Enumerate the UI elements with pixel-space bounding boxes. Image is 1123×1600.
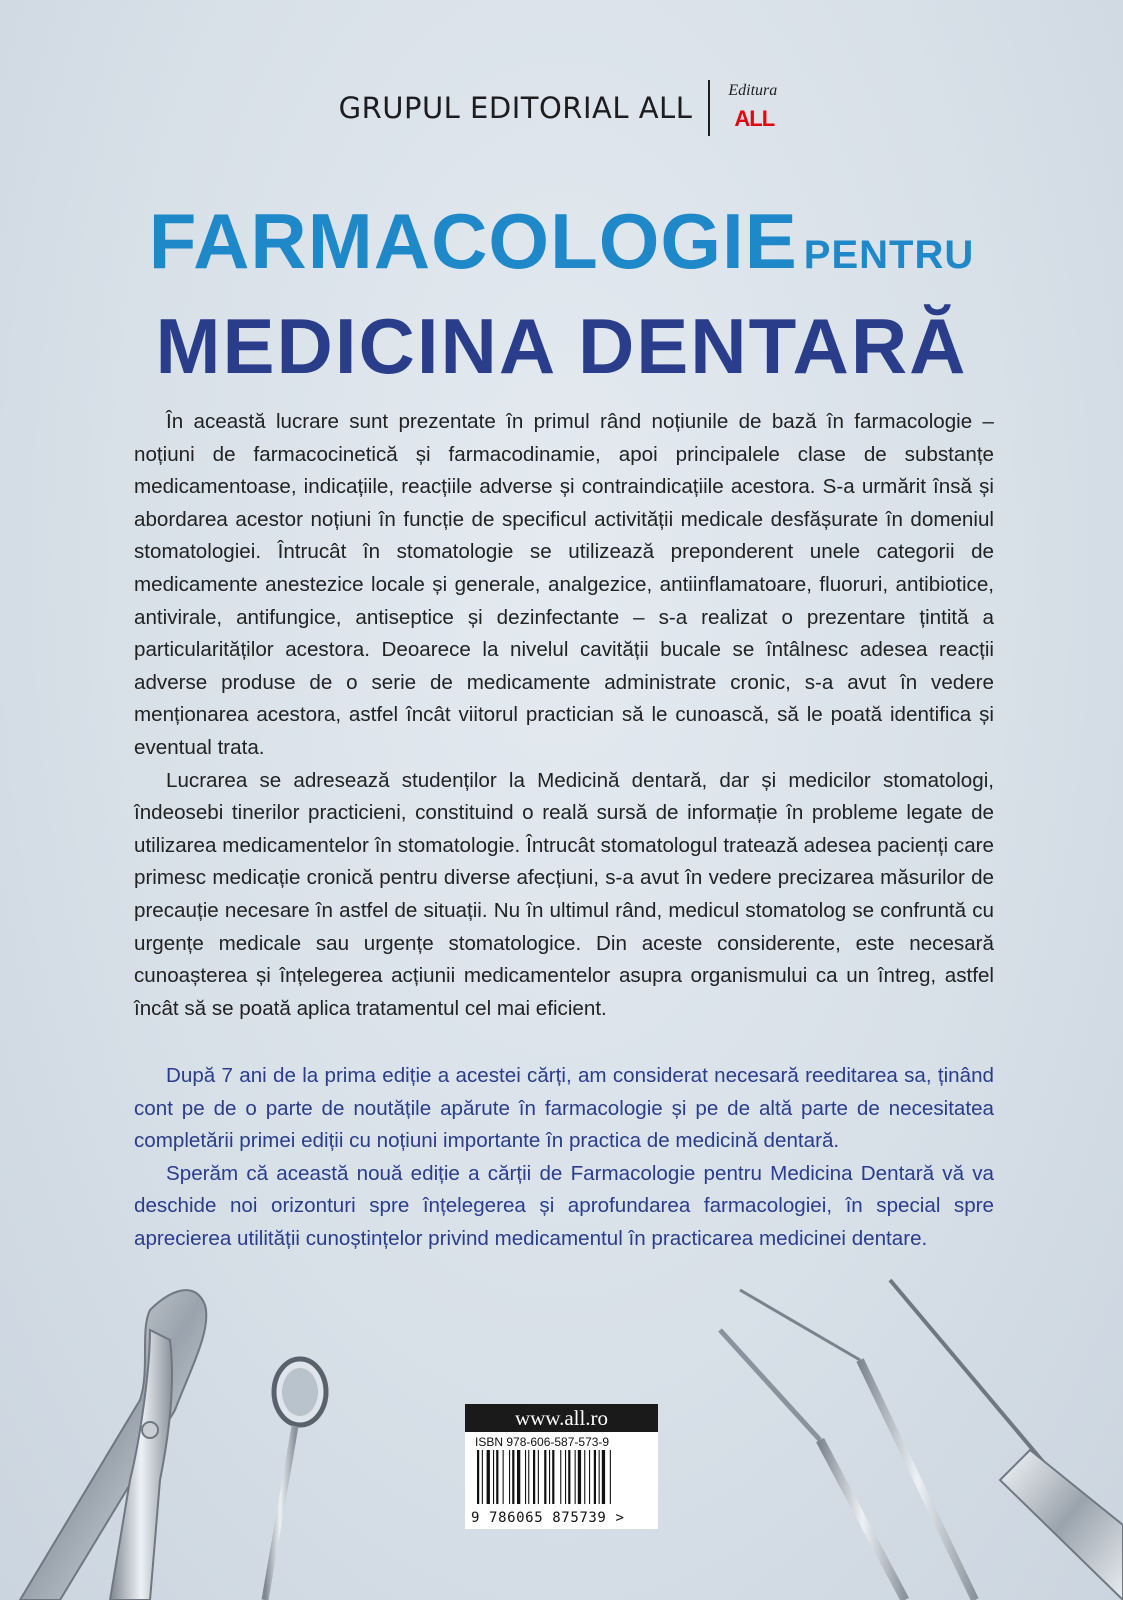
publisher-website: www.all.ro — [465, 1404, 658, 1432]
publisher-divider — [708, 80, 710, 136]
edition-note-paragraph: După 7 ani de la prima ediție a acestei cărți, am considerat necesară reeditarea sa, ținând cont pe de o parte de noutățile apărute în farmacologie și pe de altă parte de necesitatea completării primei ediții cu noțiuni importante în practica de medicină dentară. — [134, 1064, 994, 1153]
publisher-logo — [722, 80, 784, 136]
description-paragraph: În această lucrare sunt prezentate în primul rând noțiunile de bază în farmacologie – noțiuni de farmacocinetică și farmacodinamie, apoi principalele clase de substanțe medicamentoase, indicațiile, reacțiile adverse și contraindicațiile acestora. S-a urmărit însă și abordarea acestor noțiuni în funcție de specificul activității medicale desfășurate în domeniul stomatologiei. Întrucât în stomatologie se utilizează preponderent unele categorii de medicamente anestezice locale și generale, analgezice, antiinflamatoare, fluoruri, antibiotice, antivirale, antifungice, antiseptice și dezinfectante – s-a realizat o prezentare țintită a particularităților acestora. Deoarece la nivelul cavității bucale se întâlnesc adesea reacții adverse produse de o serie de medicamente administrate cronic, s-a avut în vedere menționarea acestora, astfel încât viitorul practician să le cunoască, să le poată identifica și eventual trata. — [134, 410, 994, 759]
dental-mirror-icon — [265, 1359, 326, 1600]
publisher-name: GRUPUL EDITORIAL ALL — [338, 91, 693, 125]
edition-note-paragraph: Sperăm că această nouă ediție a cărții de Farmacologie pentru Medicina Dentară vă va deschide noi orizonturi spre înțelegerea și aprofundarea farmacologiei, în special spre aprecierea utilității cunoștințelor privind medicamentul în practicarea medicinei dentare. — [134, 1161, 994, 1250]
dental-instruments-illustration — [0, 1180, 1123, 1600]
dental-scaler-icon — [890, 1280, 1123, 1600]
barcode-digits: 9 786065 875739 > — [471, 1510, 625, 1526]
book-title — [0, 198, 1123, 394]
title-connector-word: PENTRU — [803, 233, 975, 277]
publisher-header — [0, 80, 1123, 136]
isbn-barcode-box — [465, 1404, 658, 1529]
barcode-bars-icon — [477, 1450, 647, 1504]
description-paragraph: Lucrarea se adresează studenților la Medicină dentară, dar și medicilor stomatologi, îndeosebi tinerilor practicieni, constituind o reală sursă de informație în probleme legate de utilizarea medicamentelor în stomatologie. Întrucât stomatologul tratează adesea pacienți care primesc medicație cronică pentru diverse afecțiuni, s-a avut în vedere precizarea măsurilor de precauție necesare în astfel de situații. Nu în ultimul rând, medicul stomatolog se confruntă cu urgențe medicale sau urgențe stomatologice. Din aceste considerente, este necesară cunoașterea și înțelegerea acțiunii medicamentelor asupra organismului ca un întreg, astfel încât să se poată aplica tratamentul cel mai eficient. — [134, 768, 994, 1020]
forceps-icon — [20, 1290, 206, 1600]
logo-script-text: Editura — [728, 82, 778, 99]
title-main-word: FARMACOLOGIE — [148, 197, 798, 285]
title-line-1 — [0, 198, 1123, 298]
logo-mark-text: ALL — [734, 106, 775, 131]
title-line-2: MEDICINA DENTARĂ — [155, 302, 968, 390]
book-description — [134, 406, 994, 1025]
isbn-label: ISBN 978-606-587-573-9 — [475, 1435, 610, 1449]
